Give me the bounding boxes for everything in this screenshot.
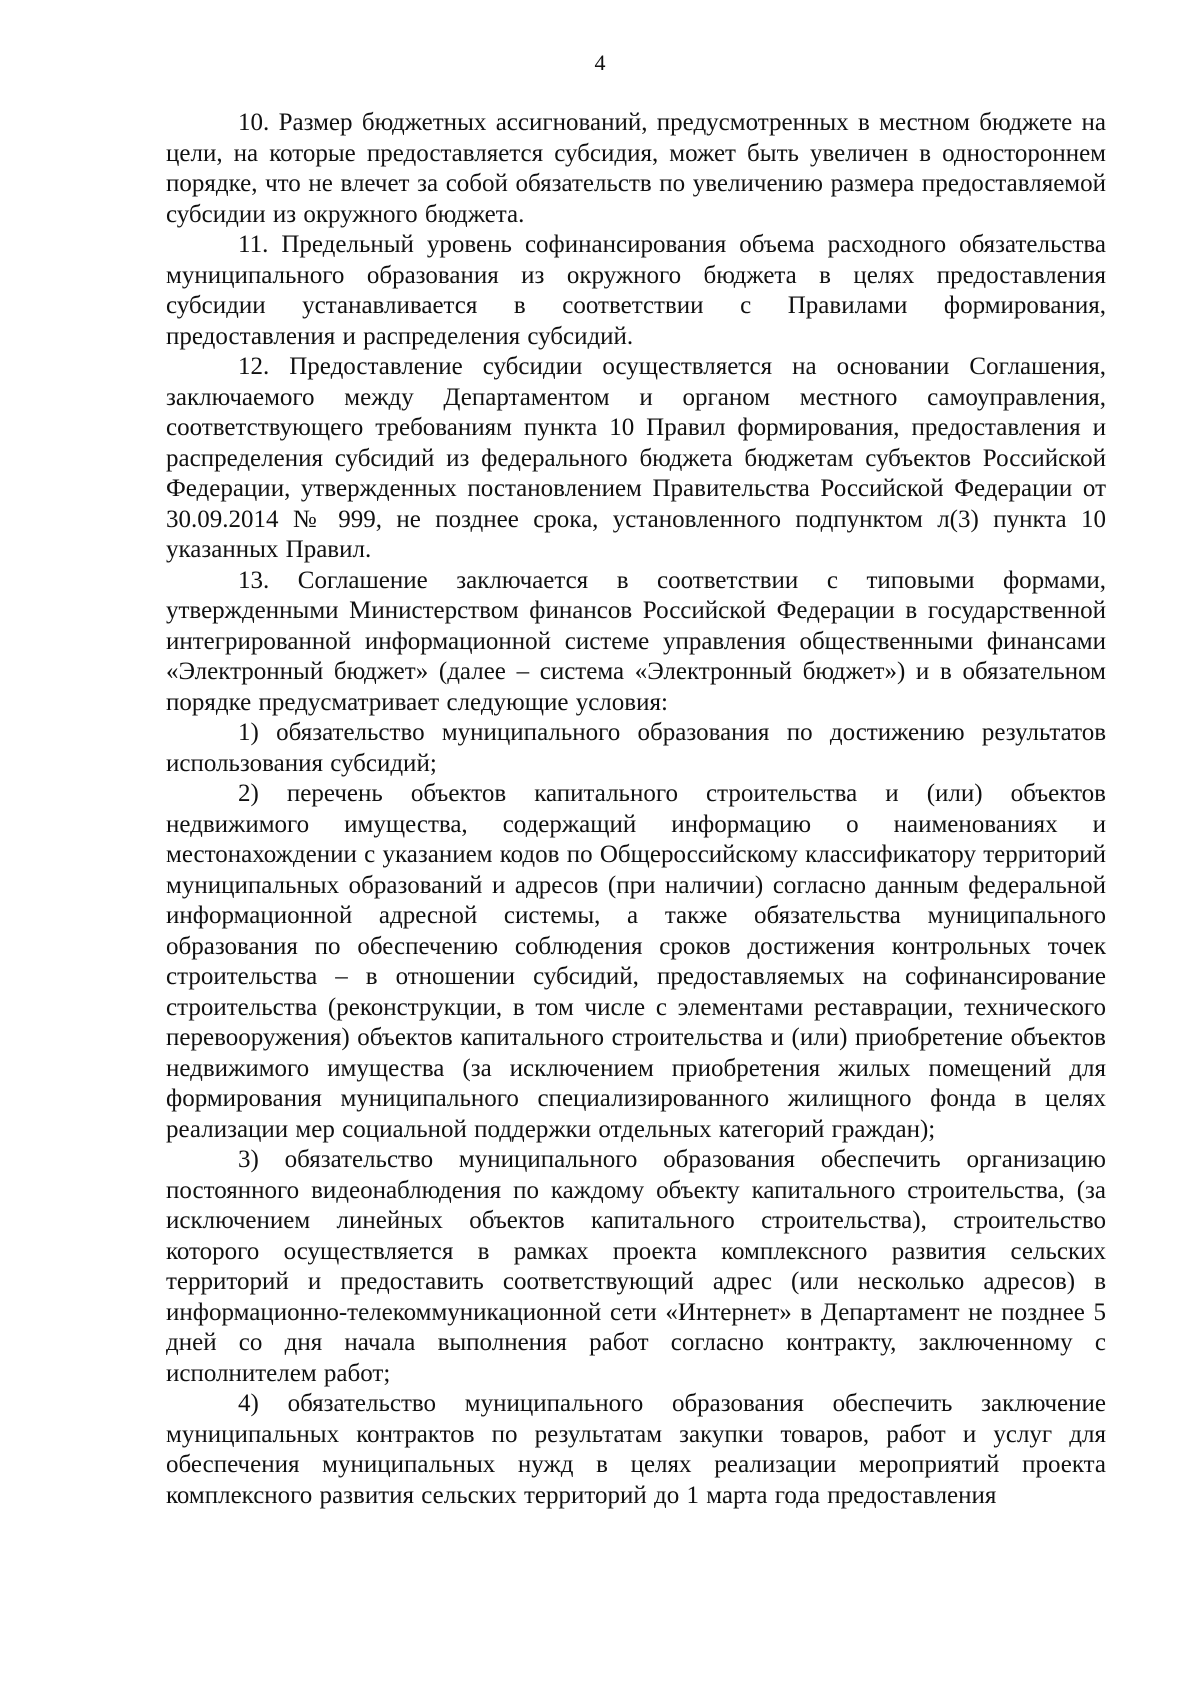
- list-item-4: 4) обязательство муниципального образования обеспечить заключение муниципальных контрактов по результатам закупки товаров, работ и услуг для обеспечения муниципальных нужд в целях реализации мероприятий проекта комплексного развития сельских территорий до 1 марта года предоставления: [166, 1390, 1106, 1509]
- paragraph-13: 13. Соглашение заключается в соответствии с типовыми формами, утвержденными Министерством финансов Российской Федерации в государственной интегрированной информационной системе управления общественными финансами «Электронный бюджет» (далее – система «Электронный бюджет») и в обязательном порядке предусматривает следующие условия:: [166, 566, 1106, 716]
- list-item-2: 2) перечень объектов капитального строительства и (или) объектов недвижимого имущества, содержащий информацию о наименованиях и местонахождении с указанием кодов по Общероссийскому классификатору территорий муниципальных образований и адресов (при наличии) согласно данным федеральной информационной адресной системы, а также обязательства муниципального образования по обеспечению соблюдения сроков достижения контрольных точек строительства – в отношении субсидий, предоставляемых на софинансирование строительства (реконструкции, в том числе с элементами реставрации, технического перевооружения) объектов капитального строительства и (или) приобретение объектов недвижимого имущества (за исключением приобретения жилых помещений для формирования муниципального специализированного жилищного фонда в целях реализации мер социальной поддержки отдельных категорий граждан);: [166, 780, 1106, 1143]
- page-number: 4: [594, 50, 606, 75]
- paragraph-12: 12. Предоставление субсидии осуществляется на основании Соглашения, заключаемого между Департаментом и органом местного самоуправления, соответствующего требованиям пункта 10 Правил формирования, предоставления и распределения субсидий из федерального бюджета бюджетам субъектов Российской Федерации, утвержденных постановлением Правительства Российской Федерации от 30.09.2014 № 999, не позднее срока, установленного подпунктом л(3) пункта 10 указанных Правил.: [166, 353, 1106, 563]
- paragraph-10: 10. Размер бюджетных ассигнований, предусмотренных в местном бюджете на цели, на которые предоставляется субсидия, может быть увеличен в одностороннем порядке, что не влечет за собой обязательств по увеличению размера предоставляемой субсидии из окружного бюджета.: [166, 109, 1106, 228]
- list-item-1: 1) обязательство муниципального образования по достижению результатов использования субсидий;: [166, 719, 1106, 777]
- document-body: [166, 108, 1106, 1511]
- list-item-3: 3) обязательство муниципального образования обеспечить организацию постоянного видеонаблюдения по каждому объекту капитального строительства, (за исключением линейных объектов капитального строительства), строительство которого осуществляется в рамках проекта комплексного развития сельских территорий и предоставить соответствующий адрес (или несколько адресов) в информационно-телекоммуникационной сети «Интернет» в Департамент не позднее 5 дней со дня начала выполнения работ согласно контракту, заключенному с исполнителем работ;: [166, 1146, 1106, 1387]
- paragraph-11: 11. Предельный уровень софинансирования объема расходного обязательства муниципального образования из окружного бюджета в целях предоставления субсидии устанавливается в соответствии с Правилами формирования, предоставления и распределения субсидий.: [166, 231, 1106, 350]
